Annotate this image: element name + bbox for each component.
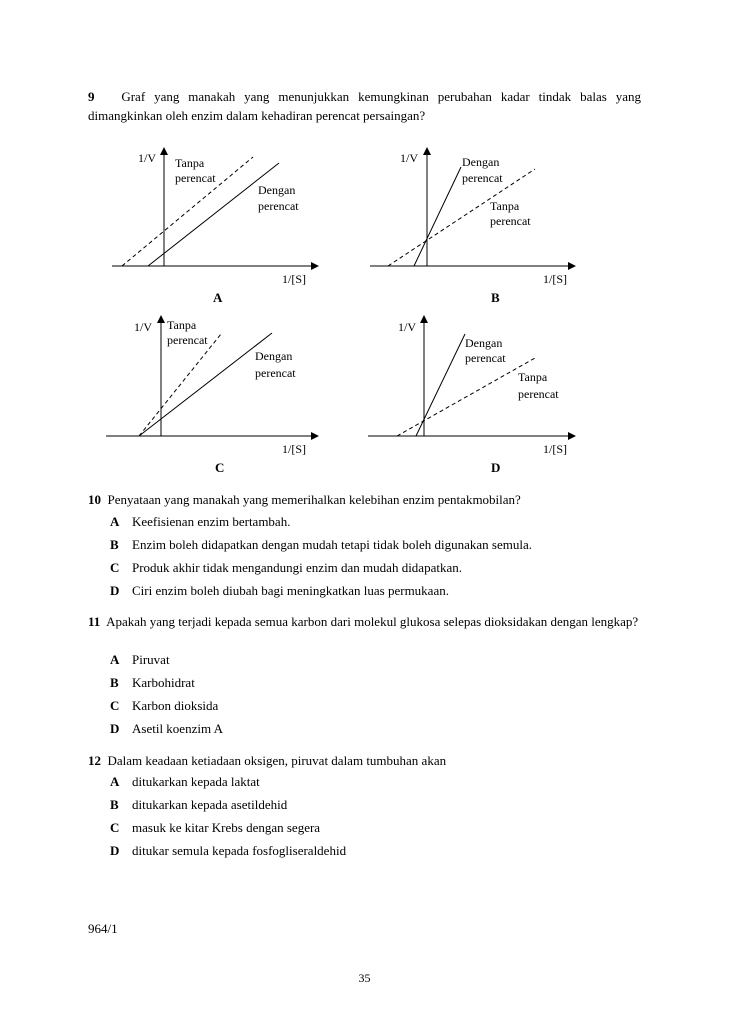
option-b[interactable]	[110, 537, 532, 553]
graph-a	[112, 148, 318, 305]
label-2a: Dengan	[258, 183, 296, 197]
label-1a: Dengan	[465, 336, 503, 350]
y-axis-label: 1/V	[398, 320, 416, 334]
question-text: Apakah yang terjadi kepada semua karbon dari molekul glukosa selepas dioksidakan dengan lengkap?	[106, 614, 639, 629]
label-1b: perencat	[167, 333, 208, 347]
label-2a: Tanpa	[518, 370, 548, 384]
option-letter: B	[110, 797, 119, 812]
option-text: ditukar semula kepada fosfogliseraldehid	[132, 843, 347, 858]
paper-code: 964/1	[88, 921, 118, 936]
x-axis-label: 1/[S]	[282, 442, 306, 456]
question-text: Graf yang manakah yang menunjukkan kemungkinan perubahan kadar tindak balas yang dimangkinkan oleh enzim dalam kehadiran perencat persaingan?	[88, 89, 642, 123]
option-letter: C	[110, 698, 120, 713]
question-text: Penyataan yang manakah yang memerihalkan kelebihan enzim pentakmobilan?	[107, 492, 521, 507]
option-a[interactable]	[110, 774, 260, 790]
graph-c	[106, 316, 318, 475]
label-2b: perencat	[255, 366, 296, 380]
label-1b: perencat	[462, 171, 503, 185]
option-letter: D	[110, 583, 120, 598]
y-axis-label: 1/V	[400, 151, 418, 165]
label-1a: Tanpa	[167, 318, 197, 332]
option-d[interactable]	[110, 721, 223, 737]
question-12	[88, 751, 648, 770]
question-text: Dalam keadaan ketiadaan oksigen, piruvat dalam tumbuhan akan	[107, 753, 447, 768]
option-letter: A	[110, 774, 120, 789]
option-letter: D	[110, 721, 120, 736]
option-text: Asetil koenzim A	[132, 721, 223, 736]
graph-letter: C	[215, 460, 225, 475]
label-2b: perencat	[258, 199, 299, 213]
x-axis-label: 1/[S]	[543, 442, 567, 456]
option-text: ditukarkan kepada laktat	[132, 774, 260, 789]
label-1a: Tanpa	[175, 156, 205, 170]
question-number: 11	[88, 614, 101, 629]
line-with-inhibitor	[414, 167, 461, 266]
option-c[interactable]	[110, 698, 218, 714]
option-text: Produk akhir tidak mengandungi enzim dan mudah didapatkan.	[132, 560, 462, 575]
graph-letter: D	[491, 460, 501, 475]
option-b[interactable]	[110, 675, 195, 691]
y-axis-label: 1/V	[138, 151, 156, 165]
option-letter: D	[110, 843, 120, 858]
graph-letter: A	[213, 290, 223, 305]
option-text: Karbohidrat	[132, 675, 195, 690]
option-letter: A	[110, 514, 120, 529]
y-axis-label: 1/V	[134, 320, 152, 334]
question-10	[88, 490, 648, 509]
label-1b: perencat	[175, 171, 216, 185]
option-letter: C	[110, 820, 120, 835]
label-2b: perencat	[518, 387, 559, 401]
option-letter: A	[110, 652, 120, 667]
label-1b: perencat	[465, 351, 506, 365]
option-b[interactable]	[110, 797, 287, 813]
option-text: Karbon dioksida	[132, 698, 219, 713]
line-with-inhibitor	[416, 334, 465, 436]
line-without-inhibitor	[397, 358, 535, 436]
question-number: 12	[88, 753, 101, 768]
label-2a: Dengan	[255, 349, 293, 363]
graph-d	[368, 316, 575, 475]
option-c[interactable]	[110, 820, 320, 836]
option-a[interactable]	[110, 652, 170, 668]
option-text: ditukarkan kepada asetildehid	[132, 797, 288, 812]
option-text: Enzim boleh didapatkan dengan mudah tetapi tidak boleh digunakan semula.	[132, 537, 532, 552]
option-text: Keefisienan enzim bertambah.	[132, 514, 291, 529]
line-with-inhibitor	[139, 333, 272, 436]
label-1a: Dengan	[462, 155, 500, 169]
option-text: Ciri enzim boleh diubah bagi meningkatkan luas permukaan.	[132, 583, 449, 598]
question-number: 10	[88, 492, 101, 507]
line-without-inhibitor	[139, 334, 221, 436]
page-number: 35	[358, 971, 371, 985]
option-a[interactable]	[110, 514, 290, 530]
x-axis-label: 1/[S]	[543, 272, 567, 286]
option-letter: B	[110, 537, 119, 552]
option-text: masuk ke kitar Krebs dengan segera	[132, 820, 321, 835]
label-2a: Tanpa	[490, 199, 520, 213]
question-number: 9	[88, 89, 95, 104]
label-2b: perencat	[490, 214, 531, 228]
x-axis-label: 1/[S]	[282, 272, 306, 286]
option-text: Piruvat	[132, 652, 170, 667]
graph-letter: B	[491, 290, 500, 305]
option-c[interactable]	[110, 560, 462, 576]
question-11	[88, 612, 641, 631]
option-letter: B	[110, 675, 119, 690]
option-letter: C	[110, 560, 120, 575]
option-d[interactable]	[110, 583, 449, 599]
option-d[interactable]	[110, 843, 346, 859]
graph-b	[370, 148, 575, 305]
